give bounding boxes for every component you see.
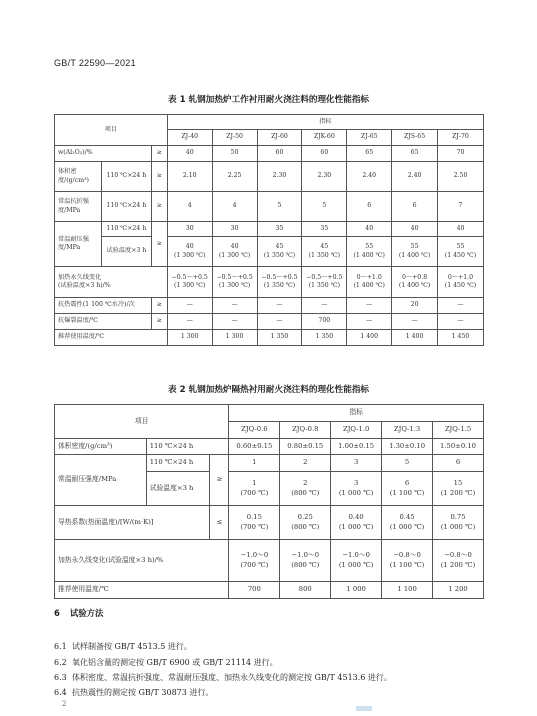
row-label: 推荐使用温度/℃	[55, 582, 229, 599]
cell-temp: (1 000 ℃)	[338, 488, 374, 497]
table-row	[55, 146, 484, 162]
cell: 1 300	[167, 330, 212, 346]
cell	[280, 472, 331, 506]
row-label: 抗热震性(1 100 ℃水冷)/次	[55, 298, 152, 314]
cell: 1 000	[331, 582, 382, 599]
cell: 35	[302, 222, 347, 237]
cell	[302, 267, 347, 298]
cell: 1 400	[347, 330, 392, 346]
grade: ZJ-60	[257, 130, 302, 146]
item-number: 6.4	[54, 688, 67, 697]
cell-value: 1	[252, 479, 257, 488]
section-title: 试验方法	[69, 608, 104, 618]
cell-temp: (800 ℃)	[291, 522, 320, 531]
cell: —	[347, 298, 392, 314]
table-row	[55, 506, 484, 540]
cell-value: 40	[185, 243, 194, 251]
cell: 4	[212, 192, 257, 222]
list-item	[54, 641, 192, 652]
row-label: 加热永久线变化(试验温度×3 h)/%	[55, 540, 229, 582]
cell: 2.40	[392, 162, 438, 192]
cell-temp: (1 400 ℃)	[398, 251, 431, 259]
item-text: 试样制备按 GB/T 4513.5 进行。	[72, 642, 192, 651]
condition: 110 ℃×24 h	[101, 162, 151, 192]
table2-header-index: 指标	[229, 405, 484, 422]
grade: ZJ-50	[212, 130, 257, 146]
cell-temp: (1 400 ℃)	[398, 282, 431, 289]
cell	[382, 472, 433, 506]
cell	[347, 237, 392, 267]
cell-temp: (1 300 ℃)	[173, 251, 206, 259]
cell-value: 0～+0.8	[402, 273, 428, 281]
grade: ZJ-70	[438, 130, 484, 146]
cell-value: 40	[230, 243, 239, 251]
item-number: 6.1	[54, 642, 67, 651]
grade: ZJQ-0.8	[280, 422, 331, 439]
cell: 30	[167, 222, 212, 237]
cell-value: −1.0～0	[291, 551, 320, 560]
cell	[280, 540, 331, 582]
cell	[229, 472, 280, 506]
cell: 6	[347, 192, 392, 222]
cell-temp: (1 000 ℃)	[338, 560, 374, 569]
condition: 110 ℃×24 h	[146, 439, 229, 455]
grade: ZJ-65	[347, 130, 392, 146]
cell: 1	[229, 455, 280, 472]
cell-temp: (800 ℃)	[291, 488, 320, 497]
operator: ≥	[151, 314, 167, 330]
cell-temp: (1 350 ℃)	[308, 251, 341, 259]
cell: —	[257, 314, 302, 330]
page-number: 2	[62, 700, 67, 708]
cell-value: 0.15	[246, 513, 262, 522]
cell-value: 6	[404, 479, 410, 488]
cell-value: −0.5～+0.5	[306, 273, 343, 281]
cell-value: −0.5～+0.5	[216, 273, 253, 281]
cell: 1 400	[392, 330, 438, 346]
condition: 试验温度×3 h	[146, 472, 210, 506]
cell: 800	[280, 582, 331, 599]
row-label: 常温耐压强度/MPa	[55, 455, 147, 506]
cell: 60	[257, 146, 302, 162]
cell: 65	[347, 146, 392, 162]
cell: 1 350	[257, 330, 302, 346]
cell-temp: (800 ℃)	[291, 560, 320, 569]
standard-header: GB/T 22590—2021	[54, 58, 136, 68]
row-label: 抗爆裂温度/℃	[55, 314, 152, 330]
cell-value: 45	[320, 243, 329, 251]
cell-value: 45	[275, 243, 284, 251]
grade: ZJK-60	[302, 130, 347, 146]
row-label: 体积密度/(g/cm³)	[55, 439, 147, 455]
table-row	[55, 192, 484, 222]
cell	[438, 267, 484, 298]
cell: —	[257, 298, 302, 314]
cell: 40	[167, 146, 212, 162]
cell	[302, 237, 347, 267]
table-row	[55, 582, 484, 599]
cell	[229, 506, 280, 540]
cell: 50	[212, 146, 257, 162]
cell-temp: (1 200 ℃)	[440, 488, 476, 497]
cell: 1.30±0.10	[382, 439, 433, 455]
cell: 7	[438, 192, 484, 222]
cell: —	[392, 314, 438, 330]
cell-temp: (1 300 ℃)	[218, 251, 251, 259]
table-row	[55, 540, 484, 582]
cell: 1.00±0.15	[331, 439, 382, 455]
list-item	[54, 672, 392, 683]
item-number: 6.2	[54, 658, 67, 667]
cell-temp: (1 400 ℃)	[353, 251, 385, 259]
row-label	[55, 267, 168, 298]
cell-value: 0～+1.0	[447, 273, 474, 281]
cell-value: 15	[453, 479, 463, 488]
operator: ≥	[151, 192, 167, 222]
cell: 1 300	[212, 330, 257, 346]
cell	[331, 506, 382, 540]
cell: 2.40	[347, 162, 392, 192]
cell	[167, 267, 212, 298]
table1-header-index: 指标	[167, 115, 483, 130]
cell-temp: (1 300 ℃)	[218, 282, 251, 289]
cell-value: 2	[303, 479, 308, 488]
cell: —	[167, 314, 212, 330]
cell: 2.50	[438, 162, 484, 192]
operator: ≥	[210, 455, 229, 506]
cell: 40	[392, 222, 438, 237]
cell: 4	[167, 192, 212, 222]
section-heading	[54, 607, 113, 619]
cell-value: 0.40	[348, 513, 364, 522]
cell-temp: (1 000 ℃)	[440, 522, 476, 531]
cell: 1 350	[302, 330, 347, 346]
cell	[347, 267, 392, 298]
cell-value: 0～+1.0	[356, 273, 382, 281]
cell: 0.60±0.15	[229, 439, 280, 455]
cell: 65	[392, 146, 438, 162]
cell	[212, 267, 257, 298]
cell-value: −1.0～0	[240, 551, 269, 560]
grade: ZJS-65	[392, 130, 438, 146]
condition: 试验温度×3 h	[101, 237, 151, 267]
cell: 60	[302, 146, 347, 162]
operator: ≥	[151, 222, 167, 267]
cell-temp: (700 ℃)	[240, 488, 269, 497]
cell: 35	[257, 222, 302, 237]
cell: 3	[331, 455, 382, 472]
grade: ZJQ-0.6	[229, 422, 280, 439]
cell: 6	[433, 455, 484, 472]
table1-caption: 表 1 轧钢加热炉工作衬用耐火浇注料的理化性能指标	[167, 95, 370, 105]
cell: 70	[438, 146, 484, 162]
cell: 2.25	[212, 162, 257, 192]
row-label: 常温耐压强度/MPa	[55, 222, 102, 267]
list-item	[54, 657, 278, 668]
row-label: 体积密度/(g/cm³)	[55, 162, 102, 192]
cell: 6	[392, 192, 438, 222]
cell-value: 0.75	[450, 513, 466, 522]
cell: 1.50±0.10	[433, 439, 484, 455]
cell-temp: (1 000 ℃)	[389, 522, 425, 531]
cell-temp: (1 000 ℃)	[338, 522, 374, 531]
grade: ZJQ-1.5	[433, 422, 484, 439]
row-label: 导热系数(热面温度)/[W/(m·K)]	[55, 506, 210, 540]
cell: 2.30	[302, 162, 347, 192]
cell-value: 0.25	[297, 513, 313, 522]
cell	[331, 540, 382, 582]
cell	[331, 472, 382, 506]
cell: —	[167, 298, 212, 314]
operator: ≤	[210, 506, 229, 540]
cell: —	[438, 298, 484, 314]
cell: 40	[347, 222, 392, 237]
table-row	[55, 237, 484, 267]
table-row	[55, 455, 484, 472]
grade: ZJQ-1.0	[331, 422, 382, 439]
cell: 20	[392, 298, 438, 314]
cell-value: 55	[456, 243, 465, 251]
operator: ≥	[151, 146, 167, 162]
item-text: 抗热震性的测定按 GB/T 30873 进行。	[72, 688, 214, 697]
cell	[382, 540, 433, 582]
cell	[433, 540, 484, 582]
grade: ZJ-40	[167, 130, 212, 146]
cell	[438, 237, 484, 267]
cell	[257, 237, 302, 267]
cell-value: 3	[353, 479, 359, 488]
item-text: 体积密度、常温抗折强度、常温耐压强度、加热永久线变化的测定按 GB/T 4513.6 进行。	[72, 673, 392, 682]
operator: ≥	[151, 162, 167, 192]
cell-temp: (700 ℃)	[240, 522, 269, 531]
cell-value: −0.5～+0.5	[261, 273, 298, 281]
cell: —	[302, 298, 347, 314]
section-number: 6	[54, 608, 60, 618]
cell	[280, 506, 331, 540]
cell-temp: (1 200 ℃)	[440, 560, 476, 569]
cell: 1 450	[438, 330, 484, 346]
cell: 30	[212, 222, 257, 237]
row-label: 常温抗折强度/MPa	[55, 192, 102, 222]
cell	[433, 506, 484, 540]
cell-temp: (1 100 ℃)	[389, 488, 425, 497]
cell: 1 200	[433, 582, 484, 599]
watermark-mark	[356, 706, 372, 711]
grade: ZJQ-1.3	[382, 422, 433, 439]
table-row	[55, 314, 484, 330]
table-row	[55, 162, 484, 192]
cell-temp: (1 450 ℃)	[444, 282, 477, 289]
cell-value: 0.45	[399, 513, 415, 522]
cell: 5	[302, 192, 347, 222]
cell: 2.30	[257, 162, 302, 192]
cell: 5	[382, 455, 433, 472]
cell-temp: (1 350 ℃)	[263, 251, 296, 259]
cell	[382, 506, 433, 540]
cell-value: −0.8～0	[393, 551, 421, 560]
cell-value: −0.8～0	[444, 551, 472, 560]
operator: ≥	[151, 298, 167, 314]
cell	[392, 267, 438, 298]
table2	[54, 404, 484, 599]
cell-value: 55	[365, 243, 374, 251]
cell: 1 100	[382, 582, 433, 599]
cell-temp: (700 ℃)	[240, 560, 269, 569]
table-row	[55, 298, 484, 314]
cell-temp: (1 100 ℃)	[389, 560, 425, 569]
cell: —	[438, 314, 484, 330]
cell	[167, 237, 212, 267]
cell: 2.10	[167, 162, 212, 192]
cell	[229, 540, 280, 582]
table2-header-item: 项目	[55, 405, 229, 439]
item-text: 氧化铝含量的测定按 GB/T 6900 或 GB/T 21114 进行。	[72, 658, 278, 667]
cell: 2	[280, 455, 331, 472]
cell-temp: (1 300 ℃)	[173, 282, 206, 289]
cell	[212, 237, 257, 267]
cell: —	[212, 298, 257, 314]
table1	[54, 114, 484, 346]
condition: 110 ℃×24 h	[146, 455, 210, 472]
cell: 0.80±0.15	[280, 439, 331, 455]
row-label: 推荐使用温度/℃	[55, 330, 168, 346]
cell-temp: (1 350 ℃)	[263, 282, 296, 289]
cell: 700	[302, 314, 347, 330]
cell-temp: (1 450 ℃)	[444, 251, 477, 259]
row-label: w(Al₂O₃)/%	[55, 146, 152, 162]
condition: 110 ℃×24 h	[101, 222, 151, 237]
cell-temp: (1 400 ℃)	[353, 282, 385, 289]
table-row	[55, 439, 484, 455]
cell-temp: (1 350 ℃)	[308, 282, 341, 289]
cell-value: −0.5～+0.5	[171, 273, 208, 281]
cell	[392, 237, 438, 267]
cell-value: 55	[410, 243, 419, 251]
table2-caption: 表 2 轧钢加热炉隔热衬用耐火浇注料的理化性能指标	[167, 385, 370, 395]
cell: —	[347, 314, 392, 330]
cell: —	[212, 314, 257, 330]
row-label-line: (试验温度×3 h)/%	[58, 282, 111, 289]
cell	[433, 472, 484, 506]
cell-value: −1.0～0	[342, 551, 370, 560]
table-row	[55, 222, 484, 237]
table1-header-item: 项目	[55, 115, 168, 146]
item-number: 6.3	[54, 673, 67, 682]
row-label-line: 加热永久线变化	[58, 273, 102, 281]
condition: 110 ℃×24 h	[101, 192, 151, 222]
cell: 700	[229, 582, 280, 599]
table-row	[55, 267, 484, 298]
cell	[257, 267, 302, 298]
cell: 40	[438, 222, 484, 237]
cell: 5	[257, 192, 302, 222]
table-row	[55, 330, 484, 346]
list-item	[54, 687, 213, 698]
